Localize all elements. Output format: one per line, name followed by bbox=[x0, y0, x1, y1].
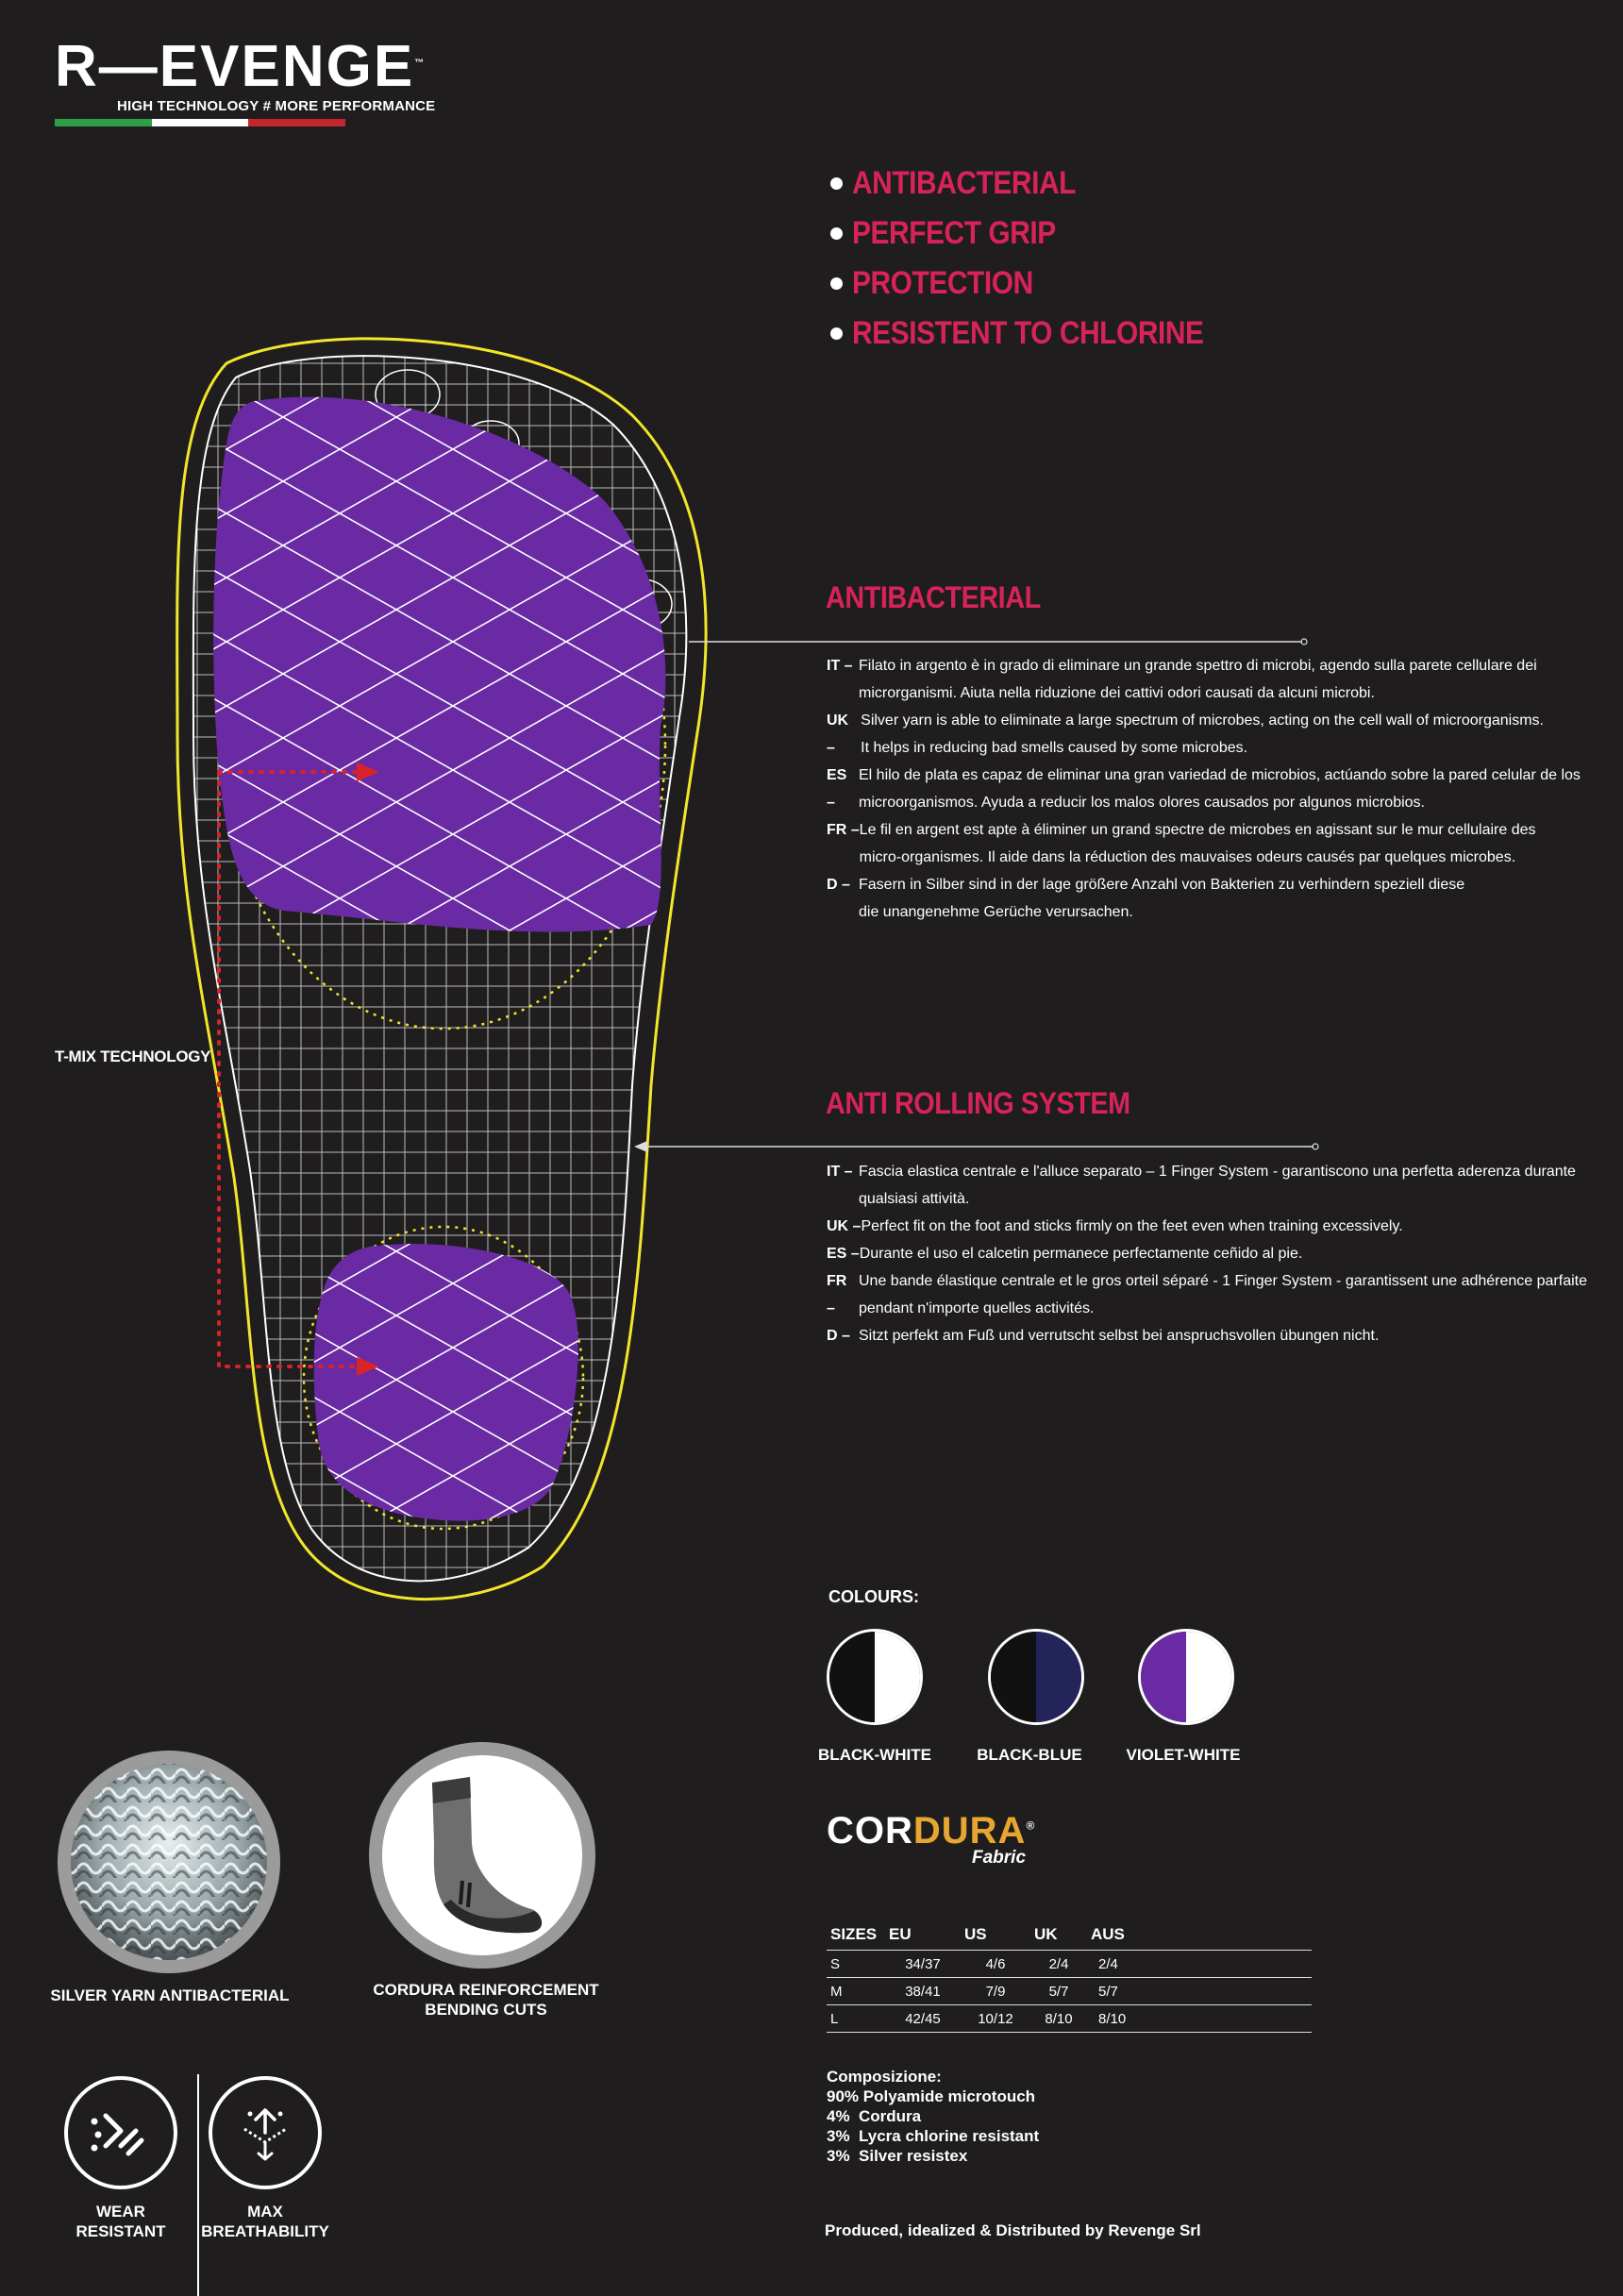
text-line: Le fil en argent est apte à éliminer un grand spectre de microbes en agissant sur le mur cellulaire des bbox=[859, 822, 1536, 838]
brand-trademark: ™ bbox=[414, 58, 427, 69]
language-block bbox=[827, 1267, 1587, 1322]
silver-yarn-badge-icon bbox=[53, 1746, 285, 1978]
language-block bbox=[827, 707, 1544, 762]
bullet-icon bbox=[830, 227, 843, 240]
text-line: pendant n'importe quelles activités. bbox=[859, 1300, 1095, 1316]
breathability-icon bbox=[207, 2074, 324, 2191]
anti-rolling-text bbox=[827, 1158, 1587, 1349]
language-block bbox=[827, 871, 1544, 926]
text-line: Une bande élastique centrale et le gros orteil séparé - 1 Finger System - garantissent une adhérence parfaite bbox=[859, 1273, 1587, 1289]
language-code: FR – bbox=[827, 1273, 847, 1316]
brand-name: R—EVENGE bbox=[55, 34, 415, 99]
bullet-icon bbox=[830, 277, 843, 290]
text-line: Fascia elastica centrale e l'alluce separato – 1 Finger System - garantiscono una perfetta aderenza durante bbox=[859, 1164, 1576, 1180]
language-code: ES – bbox=[827, 1246, 860, 1262]
language-code: D – bbox=[827, 1328, 850, 1344]
brand-logo bbox=[55, 34, 427, 99]
text-line: Sitzt perfekt am Fuß und verrutscht selbst bei anspruchsvollen übungen nicht. bbox=[859, 1328, 1380, 1344]
text-line: micro-organismes. Il aide dans la réduction des mauvaises odeurs causés par quelques microbes. bbox=[859, 849, 1516, 865]
swatch-label: BLACK-WHITE bbox=[818, 1746, 931, 1764]
composition-line: 90% Polyamide microtouch bbox=[827, 2087, 1036, 2105]
text-line: die unangenehme Gerüche verursachen. bbox=[859, 904, 1133, 920]
language-text bbox=[859, 652, 1544, 707]
brand-tagline: HIGH TECHNOLOGY # MORE PERFORMANCE bbox=[117, 98, 436, 114]
antibacterial-text bbox=[827, 652, 1581, 926]
language-block bbox=[827, 1213, 1544, 1240]
composition bbox=[827, 2067, 1039, 2166]
produced-by: Produced, idealized & Distributed by Revenge Srl bbox=[825, 2221, 1201, 2239]
breathability-label: MAX BREATHABILITY bbox=[201, 2203, 329, 2240]
language-text bbox=[859, 871, 1544, 926]
text-line: El hilo de plata es capaz de eliminar una gran variedad de microbios, actúando sobre la pared celular de los bbox=[859, 767, 1581, 783]
language-text bbox=[861, 707, 1544, 762]
language-text bbox=[859, 1267, 1587, 1322]
language-code: D – bbox=[827, 877, 850, 893]
language-block bbox=[827, 762, 1581, 816]
t-mix-label: T-MIX TECHNOLOGY bbox=[55, 1047, 211, 1065]
flag-white bbox=[152, 119, 249, 126]
flag-red bbox=[248, 119, 345, 126]
composition-line: 3% Silver resistex bbox=[827, 2147, 968, 2165]
antibacterial-title: ANTIBACTERIAL bbox=[826, 580, 1041, 614]
table-row: M 38/41 7/9 5/7 5/7 bbox=[827, 1978, 1312, 2005]
sock-badge-icon bbox=[366, 1739, 598, 1971]
cordura-reinforcement-label: CORDURA REINFORCEMENT BENDING CUTS bbox=[373, 1981, 599, 2019]
swatch-black-white bbox=[827, 1629, 923, 1725]
flag-green bbox=[55, 119, 152, 126]
text-line: microorganismos. Ayuda a reducir los malos olores causados por algunos microbios. bbox=[859, 795, 1425, 811]
language-text bbox=[859, 1322, 1544, 1349]
language-code: FR – bbox=[827, 822, 860, 838]
silver-yarn-label: SILVER YARN ANTIBACTERIAL bbox=[50, 1986, 290, 2004]
composition-title: Composizione: bbox=[827, 2068, 942, 2086]
language-code: UK – bbox=[827, 712, 849, 756]
badge-divider bbox=[197, 2074, 199, 2296]
text-line: Perfect fit on the foot and sticks firmly on the feet even when training excessively. bbox=[861, 1218, 1403, 1234]
table-header-row: SIZES EU US UK AUS bbox=[827, 1921, 1312, 1951]
swatch-label: VIOLET-WHITE bbox=[1126, 1746, 1241, 1764]
language-block bbox=[827, 1158, 1576, 1213]
language-block bbox=[827, 1240, 1544, 1267]
cordura-logo: CORDURA® bbox=[827, 1810, 1036, 1852]
language-code: ES – bbox=[827, 767, 847, 811]
language-block bbox=[827, 652, 1544, 707]
swatch-violet-white bbox=[1138, 1629, 1234, 1725]
table-row: L 42/45 10/12 8/10 8/10 bbox=[827, 2005, 1312, 2033]
text-line: Silver yarn is able to eliminate a large spectrum of microbes, acting on the cell wall of microorganisms. bbox=[861, 712, 1544, 729]
language-code: IT – bbox=[827, 658, 853, 674]
language-block bbox=[827, 816, 1544, 871]
cordura-fabric-label: Fabric bbox=[972, 1848, 1027, 1868]
anti-rolling-title: ANTI ROLLING SYSTEM bbox=[826, 1086, 1130, 1120]
composition-line: 4% Cordura bbox=[827, 2107, 922, 2125]
feature-item: RESISTENT TO CHLORINE bbox=[830, 309, 1251, 359]
text-line: Filato in argento è in grado di eliminare un grande spettro di microbi, agendo sulla parete cellulare dei bbox=[859, 658, 1537, 674]
colours-title: COLOURS: bbox=[828, 1587, 919, 1606]
sizes-table bbox=[827, 1921, 1312, 2033]
text-line: microrganismi. Aiuta nella riduzione dei cattivi odori causati da alcuni microbi. bbox=[859, 685, 1375, 701]
swatch-label: BLACK-BLUE bbox=[977, 1746, 1082, 1764]
language-code: IT – bbox=[827, 1164, 853, 1180]
wear-resistant-icon bbox=[62, 2074, 179, 2191]
italian-flag-stripe bbox=[55, 119, 345, 126]
composition-line: 3% Lycra chlorine resistant bbox=[827, 2127, 1040, 2145]
language-text bbox=[861, 1213, 1544, 1240]
swatch-black-blue bbox=[988, 1629, 1084, 1725]
feature-item: ANTIBACTERIAL bbox=[830, 159, 1251, 209]
table-row: S 34/37 4/6 2/4 2/4 bbox=[827, 1951, 1312, 1978]
text-line: Fasern in Silber sind in der lage größere Anzahl von Bakterien zu verhindern speziell diese bbox=[859, 877, 1465, 893]
language-text bbox=[859, 1158, 1576, 1213]
text-line: It helps in reducing bad smells caused by some microbes. bbox=[861, 740, 1248, 756]
text-line: qualsiasi attività. bbox=[859, 1191, 970, 1207]
sole-diagram bbox=[0, 321, 1340, 1604]
feature-item: PERFECT GRIP bbox=[830, 209, 1251, 259]
language-text bbox=[859, 762, 1581, 816]
language-block bbox=[827, 1322, 1544, 1349]
language-code: UK – bbox=[827, 1218, 862, 1234]
language-text bbox=[860, 1240, 1544, 1267]
feature-item: PROTECTION bbox=[830, 259, 1251, 309]
text-line: Durante el uso el calcetin permanece perfectamente ceñido al pie. bbox=[859, 1246, 1303, 1262]
language-text bbox=[860, 816, 1544, 871]
wear-resistant-label: WEAR RESISTANT bbox=[75, 2203, 166, 2240]
bullet-icon bbox=[830, 177, 843, 190]
